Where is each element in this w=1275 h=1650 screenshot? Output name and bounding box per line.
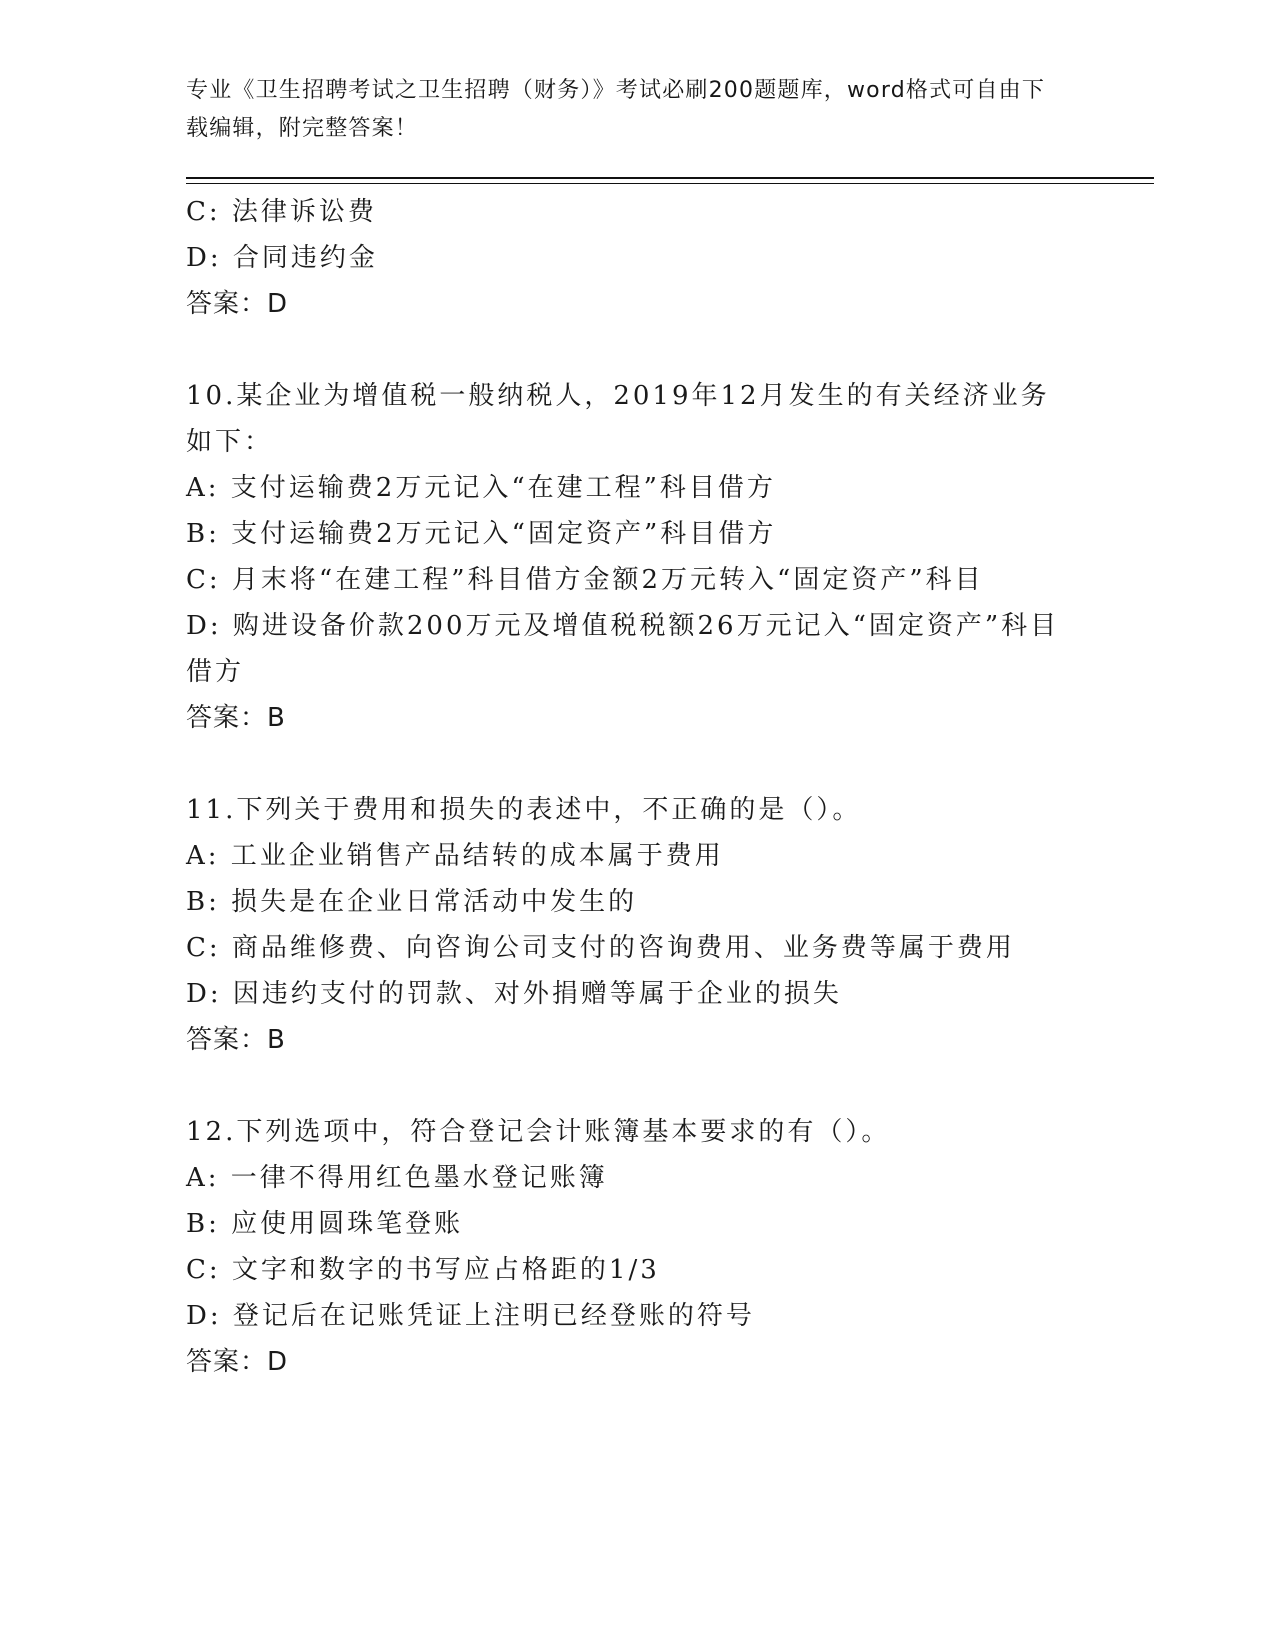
answer-label: 答案：B	[186, 703, 286, 733]
option-d: D: 合同违约金	[186, 243, 378, 273]
option-b: B: 应使用圆珠笔登账	[186, 1209, 464, 1239]
answer-label: 答案：D	[186, 1347, 289, 1377]
option-b: B: 损失是在企业日常活动中发生的	[186, 887, 638, 917]
option-a: A: 一律不得用红色墨水登记账簿	[186, 1163, 608, 1193]
option-a: A: 工业企业销售产品结转的成本属于费用	[186, 841, 724, 871]
question-block-12	[186, 1109, 1086, 1385]
question-block-10	[186, 373, 1086, 741]
option-c: C: 月末将“在建工程”科目借方金额2万元转入“固定资产”科目	[186, 565, 984, 595]
header-divider-thick	[186, 177, 1154, 179]
option-c: C: 文字和数字的书写应占格距的1/3	[186, 1255, 660, 1285]
spacer	[186, 327, 1086, 373]
document-header: 专业《卫生招聘考试之卫生招聘（财务）》考试必刷200题题库，word格式可自由下载编辑，附完整答案！	[186, 78, 1046, 141]
option-a: A: 支付运输费2万元记入“在建工程”科目借方	[186, 473, 776, 503]
option-b: B: 支付运输费2万元记入“固定资产”科目借方	[186, 519, 777, 549]
question-stem: 10.某企业为增值税一般纳税人，2019年12月发生的有关经济业务如下：	[186, 381, 1050, 457]
spacer	[186, 741, 1086, 787]
question-stem: 11.下列关于费用和损失的表述中，不正确的是（）。	[186, 795, 862, 825]
option-d: D: 登记后在记账凭证上注明已经登账的符号	[186, 1301, 755, 1331]
question-block-11	[186, 787, 1086, 1063]
question-content	[186, 189, 1086, 1385]
header-divider-thin	[186, 183, 1154, 184]
option-c: C: 商品维修费、向咨询公司支付的咨询费用、业务费等属于费用	[186, 933, 1015, 963]
question-stem: 12.下列选项中，符合登记会计账簿基本要求的有（）。	[186, 1117, 891, 1147]
answer-label: 答案：B	[186, 1025, 286, 1055]
answer-label: 答案：D	[186, 289, 289, 319]
spacer	[186, 1063, 1086, 1109]
option-c: C: 法律诉讼费	[186, 197, 377, 227]
option-d: D: 购进设备价款200万元及增值税税额26万元记入“固定资产”科目借方	[186, 611, 1060, 687]
question-block-9-tail	[186, 189, 1086, 327]
option-d: D: 因违约支付的罚款、对外捐赠等属于企业的损失	[186, 979, 842, 1009]
